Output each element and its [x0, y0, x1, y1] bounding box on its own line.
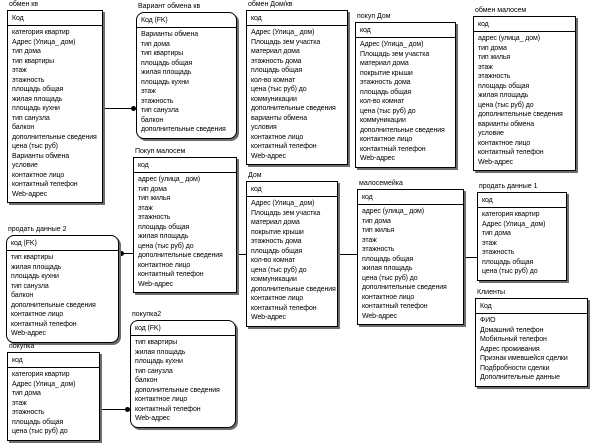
entity-field: этажность [12, 409, 45, 416]
entity-field: площадь общая [141, 59, 193, 67]
entity-obmen-dom-kv[interactable] [246, 1, 348, 165]
entity-field: этажность [478, 73, 511, 80]
entity-field: тип санузла [12, 114, 50, 122]
entity-title: покупка2 [132, 311, 162, 318]
entity-field-list [478, 208, 566, 280]
entity-field: дополнительные сведения [251, 105, 336, 112]
entity-field: тип дома [362, 217, 391, 225]
entity-field-list [131, 336, 235, 427]
entity-field: этажность [482, 249, 515, 256]
entity-klienty[interactable] [475, 289, 588, 387]
entity-field: этаж [141, 88, 156, 95]
entity-field: дополнительные сведения [362, 284, 447, 291]
entity-field: жилая площадь [478, 92, 529, 99]
entity-title: обмен Дом/кв [248, 1, 293, 8]
entity-field: тип санузла [135, 367, 173, 375]
entity-primary-key: код [134, 158, 236, 173]
entity-primary-key: код (FK) [131, 321, 235, 336]
entity-field: контактное лицо [251, 133, 304, 141]
entity-field: жилая площадь [12, 95, 63, 103]
entity-field: контактное лицо [478, 139, 531, 147]
entity-field: контактное лицо [138, 261, 191, 269]
entity-field: Web-адрес [135, 415, 170, 422]
entity-field: этажность [12, 76, 45, 84]
entity-obmen-kv[interactable] [7, 1, 103, 203]
entity-field: жилая площадь [138, 233, 189, 240]
entity-prodat-dannye-2[interactable] [6, 226, 119, 343]
entity-field: Площадь зем участка [251, 38, 321, 46]
entity-field: цена (тыс руб) до [251, 266, 307, 274]
entity-field-list [358, 205, 463, 324]
entity-field: цена (тыс руб) до [482, 268, 538, 275]
entity-box-variant-obmena-kv[interactable] [136, 12, 237, 139]
entity-field: контактное лицо [135, 396, 188, 403]
entity-field: контактный телефон [12, 181, 78, 188]
entity-field: площадь кухни [141, 78, 189, 86]
entity-title: Дом [248, 172, 262, 179]
entity-field: адрес (улица_ дом) [478, 35, 540, 42]
entity-field: материал дома [360, 60, 409, 67]
entity-field: площадь общая [251, 67, 303, 74]
entity-box-pokupka2[interactable] [130, 320, 236, 428]
entity-box-obmen-dom-kv[interactable] [246, 10, 348, 165]
entity-field: условие [12, 162, 38, 169]
entity-field: площадь кухни [11, 273, 59, 280]
entity-field: Web-адрес [478, 158, 513, 166]
entity-title: продать данные 2 [8, 226, 67, 233]
entity-box-prodat-dannye-2[interactable] [6, 235, 119, 343]
entity-primary-key: Код [476, 299, 587, 314]
entity-field: этажность [141, 97, 174, 105]
entity-box-pokupka[interactable] [7, 352, 100, 441]
entity-field: покрытие крыши [251, 228, 304, 236]
entity-field: этаж [138, 204, 153, 212]
entity-field: Варианты обмена [141, 31, 199, 38]
entity-field-list [247, 26, 347, 164]
entity-field: адрес (улица_ дом) [138, 176, 200, 183]
entity-primary-key: код [8, 353, 99, 368]
entity-field-list [356, 38, 455, 167]
entity-field: Дополнительные данные [480, 374, 560, 381]
entity-primary-key: код [247, 11, 347, 26]
entity-field: дополнительные сведения [360, 126, 445, 134]
entity-field: цена (тыс руб) до [251, 86, 307, 93]
entity-field: балкон [141, 116, 164, 124]
entity-field: коммуникации [251, 276, 297, 283]
entity-field: этаж [12, 67, 27, 74]
entity-field: площадь общая [362, 255, 414, 263]
entity-field: контактное лицо [251, 295, 304, 302]
entity-field: условия [251, 124, 277, 131]
entity-field: тип жилья [138, 195, 171, 202]
entity-field: контактный телефон [138, 271, 204, 278]
entity-title: Покуп малосем [135, 148, 186, 155]
entity-field: Web-адрес [12, 190, 47, 198]
entity-field: кол-во комнат [360, 98, 405, 105]
entity-field: дополнительные сведения [12, 133, 97, 141]
entity-field: Web-адрес [138, 280, 173, 288]
entity-field: тип квартиры [12, 57, 55, 65]
entity-field: Адрес (Улица_ дом) [12, 38, 76, 46]
entity-field: этаж [362, 236, 377, 244]
entity-field: Адрес проживания [480, 345, 540, 353]
entity-field: площадь кухни [12, 105, 60, 112]
entity-primary-key: Код [8, 11, 102, 26]
entity-field: Площадь зем участка [251, 209, 321, 217]
entity-field: условие [478, 130, 504, 137]
entity-field: площадь общая [482, 258, 534, 266]
entity-field: контактный телефон [11, 320, 77, 328]
entity-field: цена (тыс руб) до [362, 274, 418, 282]
entity-box-klienty[interactable] [475, 298, 588, 387]
entity-field: этажность дома [251, 57, 302, 65]
entity-field: тип дома [141, 40, 170, 48]
entity-field: цена (тыс руб) до [360, 107, 416, 115]
entity-field: контактный телефон [251, 143, 317, 150]
entity-field: контактный телефон [362, 303, 428, 310]
entity-field: цена (тыс руб) [12, 143, 58, 150]
entity-field: контактный телефон [478, 149, 544, 156]
entity-primary-key: код (FK) [7, 236, 118, 251]
entity-box-pokup-dom[interactable] [355, 22, 456, 168]
entity-field: тип дома [482, 230, 511, 237]
entity-field: контактное лицо [11, 311, 64, 318]
entity-field: категория квартир [12, 371, 70, 378]
entity-field-list [8, 368, 99, 440]
entity-field-list [8, 26, 102, 202]
entity-field: Признак имевшейся сделки [480, 355, 568, 362]
entity-field: Мобильный телефон [480, 336, 547, 343]
entity-field: категория квартир [482, 211, 540, 218]
entity-field: покрытие крыши [360, 69, 413, 77]
entity-field: материал дома [251, 219, 300, 226]
entity-title: малосемейка [359, 180, 403, 187]
entity-field-list [476, 314, 587, 386]
entity-field: жилая площадь [362, 265, 413, 272]
entity-field: дополнительные сведения [135, 386, 220, 394]
entity-primary-key: код [358, 190, 463, 205]
entity-field: площадь общая [360, 88, 412, 96]
entity-field: тип квартиры [135, 339, 178, 346]
entity-title: продать данные 1 [479, 183, 538, 190]
entity-box-dom[interactable] [246, 181, 338, 327]
entity-field: этаж [478, 63, 493, 71]
entity-field: адрес (улица_ дом) [362, 208, 424, 215]
entity-field: коммуникации [251, 95, 297, 103]
entity-field: этаж [12, 399, 27, 407]
entity-field: Адрес (Улица_ дом) [251, 29, 315, 36]
entity-field-list [134, 173, 236, 292]
relationship-line-pokup-malosem-dom[interactable] [237, 254, 246, 255]
entity-field: тип санузла [11, 282, 49, 290]
entity-primary-key: код [474, 17, 575, 32]
entity-field: Адрес (Улица_ дом) [12, 380, 76, 388]
entity-field: цена (тыс руб) до [12, 428, 68, 435]
entity-prodat-dannye-1[interactable] [477, 183, 567, 281]
entity-field: площадь общая [12, 418, 64, 426]
entity-field: этажность [138, 214, 171, 221]
entity-field: контактный телефон [135, 405, 201, 413]
entity-field: площадь общая [251, 247, 303, 255]
entity-field: тип дома [478, 44, 507, 52]
entity-primary-key: код [478, 193, 566, 208]
entity-field: Площадь зем участка [360, 50, 430, 58]
entity-field: кол-во комнат [251, 76, 296, 84]
entity-field: кол-во комнат [251, 257, 296, 264]
entity-field: Домашний телефон [480, 326, 544, 334]
entity-field: жилая площадь [141, 69, 192, 76]
entity-title: Вариант обмена кв [138, 3, 201, 10]
entity-field: цена (тыс руб) до [138, 242, 194, 250]
entity-field: дополнительные сведения [478, 111, 563, 118]
entity-field: тип санузла [141, 107, 179, 114]
entity-field: тип жилья [362, 227, 395, 234]
entity-field: Web-адрес [251, 314, 286, 321]
entity-field: жилая площадь [11, 263, 62, 271]
entity-box-pokup-malosem[interactable] [133, 157, 237, 293]
entity-primary-key: код [356, 23, 455, 38]
entity-field: тип квартиры [11, 254, 54, 261]
entity-field: категория квартир [12, 29, 70, 36]
entity-title: обмен малосем [475, 7, 527, 14]
entity-box-obmen-malosem[interactable] [473, 16, 576, 171]
entity-field: тип дома [138, 185, 167, 193]
entity-field: Адрес (Улица_ дом) [482, 220, 546, 228]
entity-box-prodat-dannye-1[interactable] [477, 192, 567, 281]
entity-field: тип дома [12, 390, 41, 397]
entity-box-obmen-kv[interactable] [7, 10, 103, 203]
entity-malosemeyka[interactable] [357, 180, 464, 325]
entity-field: жилая площадь [135, 348, 186, 356]
entity-field: этажность [362, 246, 395, 253]
entity-field: этажность дома [360, 79, 411, 86]
entity-field: дополнительные сведения [138, 252, 223, 259]
entity-field: Адрес (Улица_ дом) [360, 41, 424, 48]
entity-field: материал дома [251, 48, 300, 55]
entity-field: Web-адрес [11, 330, 46, 337]
entity-pokup-malosem[interactable] [133, 148, 237, 293]
entity-title: Клиенты [477, 289, 506, 296]
entity-field: этажность дома [251, 238, 302, 245]
entity-field: Web-адрес [360, 155, 395, 162]
relationship-child-dot [119, 251, 124, 256]
entity-field-list [474, 32, 575, 170]
entity-field-list [7, 251, 118, 342]
entity-dom[interactable] [246, 172, 338, 327]
entity-field: контактный телефон [360, 145, 426, 153]
entity-field: Web-адрес [251, 152, 286, 160]
entity-field: дополнительные сведения [251, 285, 336, 293]
entity-field: площадь общая [478, 82, 530, 90]
entity-field: площадь общая [12, 86, 64, 93]
entity-field: тип квартиры [141, 50, 184, 57]
entity-field: контактное лицо [12, 171, 65, 179]
entity-field: Подбробности сделки [480, 364, 550, 372]
entity-field: тип дома [12, 48, 41, 55]
entity-field: контактное лицо [362, 293, 415, 301]
entity-field: цена (тыс руб) до [478, 101, 534, 109]
entity-field: варианты обмена [478, 120, 534, 128]
entity-primary-key: Код (FK) [137, 13, 236, 28]
entity-pokupka2[interactable] [130, 311, 236, 428]
entity-field: площадь кухни [135, 358, 183, 365]
entity-field: дополнительные сведения [141, 126, 226, 133]
entity-field: балкон [12, 124, 35, 131]
entity-pokupka[interactable] [7, 343, 100, 441]
entity-pokup-dom[interactable] [355, 13, 456, 168]
entity-field: контактный телефон [251, 304, 317, 312]
entity-field: балкон [11, 292, 34, 299]
relationship-line-malosemeyka-prodat-dannye-1[interactable] [464, 257, 477, 258]
entity-field: контактное лицо [360, 136, 413, 143]
entity-field-list [247, 197, 337, 326]
entity-field: балкон [135, 377, 158, 384]
entity-field: варианты обмена [251, 114, 307, 122]
entity-field: Варианты обмена [12, 152, 70, 160]
entity-field: этаж [482, 239, 497, 247]
entity-box-malosemeyka[interactable] [357, 189, 464, 325]
relationship-line-dom-malosemeyka[interactable] [338, 254, 357, 255]
entity-title: покупка [9, 343, 35, 350]
entity-field: площадь общая [138, 223, 190, 231]
entity-field: Адрес (Улица_ дом) [251, 200, 315, 207]
entity-variant-obmena-kv[interactable] [136, 3, 237, 139]
entity-obmen-malosem[interactable] [473, 7, 576, 171]
entity-title: обмен кв [9, 1, 39, 8]
entity-field: Web-адрес [362, 312, 397, 320]
entity-title: покуп Дом [357, 13, 391, 20]
entity-field-list [137, 28, 236, 138]
entity-field: ФИО [480, 317, 496, 324]
entity-field: дополнительные сведения [11, 301, 96, 309]
entity-field: тип жилья [478, 54, 511, 61]
entity-primary-key: код [247, 182, 337, 197]
entity-field: коммуникации [360, 117, 406, 124]
